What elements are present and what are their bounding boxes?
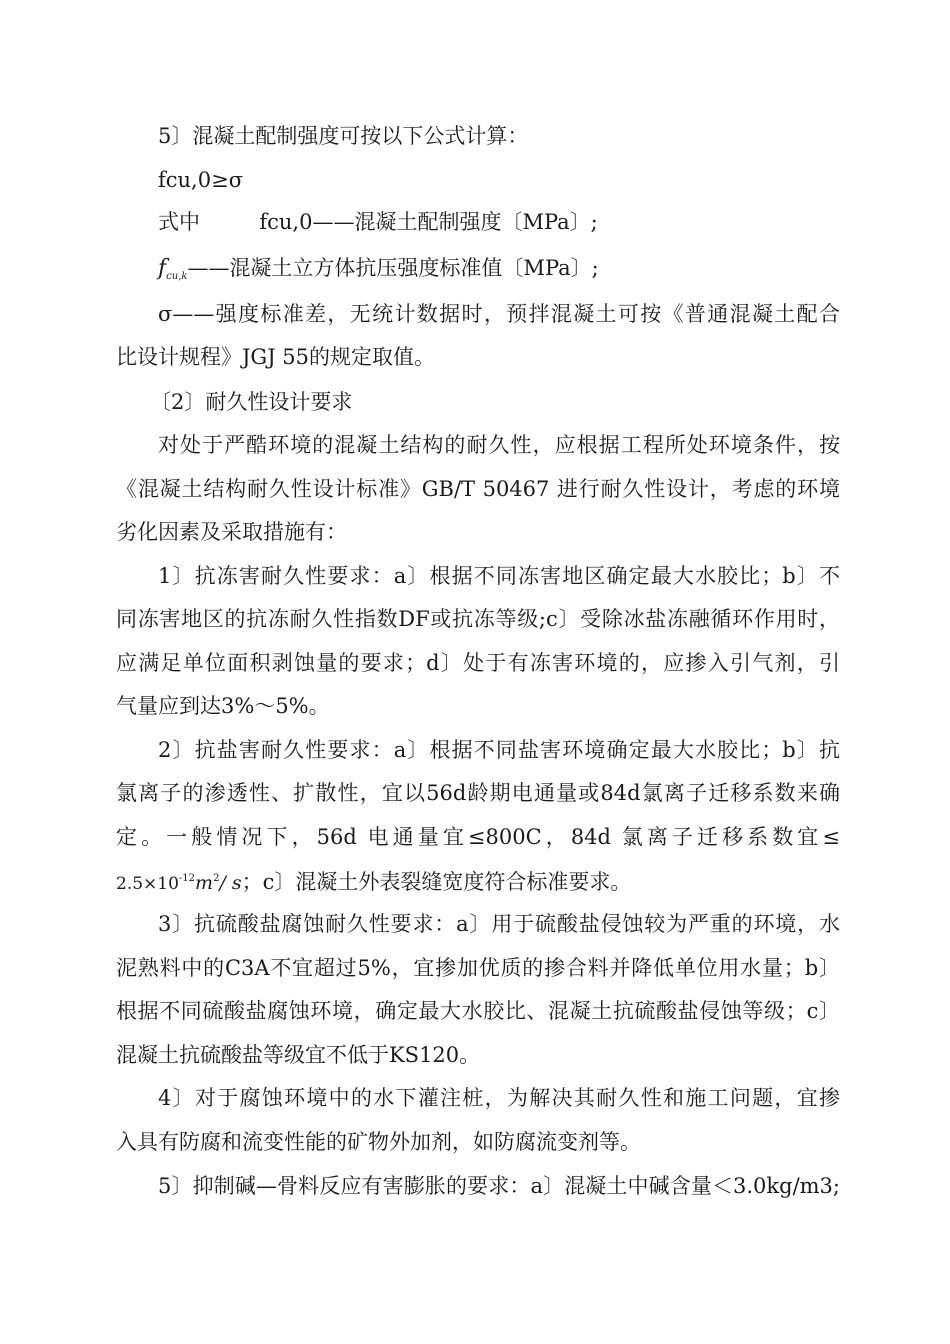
text-line: 定。一般情况下，56d 电通量宜≤800C，84d 氯离子迁移系数宜≤ xyxy=(116,825,840,849)
definition-fcu0: fcu,0——混凝土配制强度〔MPa〕; xyxy=(259,210,598,234)
text-line: 2〕抗盐害耐久性要求：a〕根据不同盐害环境确定最大水胶比；b〕抗 xyxy=(158,738,840,762)
text-line: 根据不同硫酸盐腐蚀环境，确定最大水胶比、混凝土抗硫酸盐侵蚀等级；c〕 xyxy=(116,999,840,1023)
label-shizhong: 式中 xyxy=(158,210,200,234)
text-line: 3〕抗硫酸盐腐蚀耐久性要求：a〕用于硫酸盐侵蚀较为严重的环境，水 xyxy=(158,912,840,936)
text-line: 1〕抗冻害耐久性要求：a〕根据不同冻害地区确定最大水胶比；b〕不 xyxy=(158,564,840,588)
text-line: 5〕混凝土配制强度可按以下公式计算： xyxy=(158,124,529,148)
symbol-f: f xyxy=(158,256,167,281)
text-line xyxy=(116,872,631,893)
text-line: 劣化因素及采取措施有： xyxy=(116,520,347,544)
text-line: 泥熟料中的C3A不宜超过5%，宜掺加优质的掺合料并降低单位用水量；b〕 xyxy=(116,956,840,980)
definition-fcuk: ——混凝土立方体抗压强度标准值〔MPa〕; xyxy=(187,256,599,280)
text-line: 氯离子的渗透性、扩散性，宜以56d龄期电通量或84d氯离子迁移系数来确 xyxy=(116,781,840,805)
text-line: 混凝土抗硫酸盐等级宜不低于KS120。 xyxy=(116,1043,481,1067)
formula-square: 2 xyxy=(213,873,220,884)
formula-exponent: -12 xyxy=(178,873,196,884)
section-heading: 〔2〕耐久性设计要求 xyxy=(150,390,353,414)
text-line: σ——强度标准差，无统计数据时，预拌混凝土可按《普通混凝土配合 xyxy=(158,302,840,326)
text-line: 比设计规程》JGJ 55的规定取值。 xyxy=(116,345,436,369)
text-line: 《混凝土结构耐久性设计标准》GB/T 50467 进行耐久性设计，考虑的环境 xyxy=(116,477,840,501)
text-line: 5〕抑制碱—骨料反应有害膨胀的要求：a〕混凝土中碱含量＜3.0kg/m3; xyxy=(158,1174,840,1198)
formula-line: fcu,0≥σ xyxy=(158,168,244,192)
text-line: 对处于严酷环境的混凝土结构的耐久性，应根据工程所处环境条件，按 xyxy=(158,433,840,457)
text-line: 同冻害地区的抗冻耐久性指数DF或抗冻等级;c〕受除冰盐冻融循环作用时， xyxy=(116,607,840,631)
formula-unit-s: / s xyxy=(219,872,242,894)
text-line: 气量应到达3%～5%。 xyxy=(116,694,330,718)
formula-unit-m: m xyxy=(195,872,214,894)
formula-base: 2.5×10 xyxy=(116,874,179,894)
text-line: 4〕对于腐蚀环境中的水下灌注桩，为解决其耐久性和施工问题，宜掺 xyxy=(158,1086,840,1110)
text-rest: ；c〕混凝土外表裂缝宽度符合标准要求。 xyxy=(241,870,632,894)
symbol-subscript: cu,k xyxy=(166,271,188,282)
text-line: 应满足单位面积剥蚀量的要求；d〕处于有冻害环境的，应掺入引气剂，引 xyxy=(116,651,840,675)
text-line xyxy=(158,258,599,282)
text-line: 入具有防腐和流变性能的矿物外加剂，如防腐流变剂等。 xyxy=(116,1130,641,1154)
text-line xyxy=(158,212,598,233)
